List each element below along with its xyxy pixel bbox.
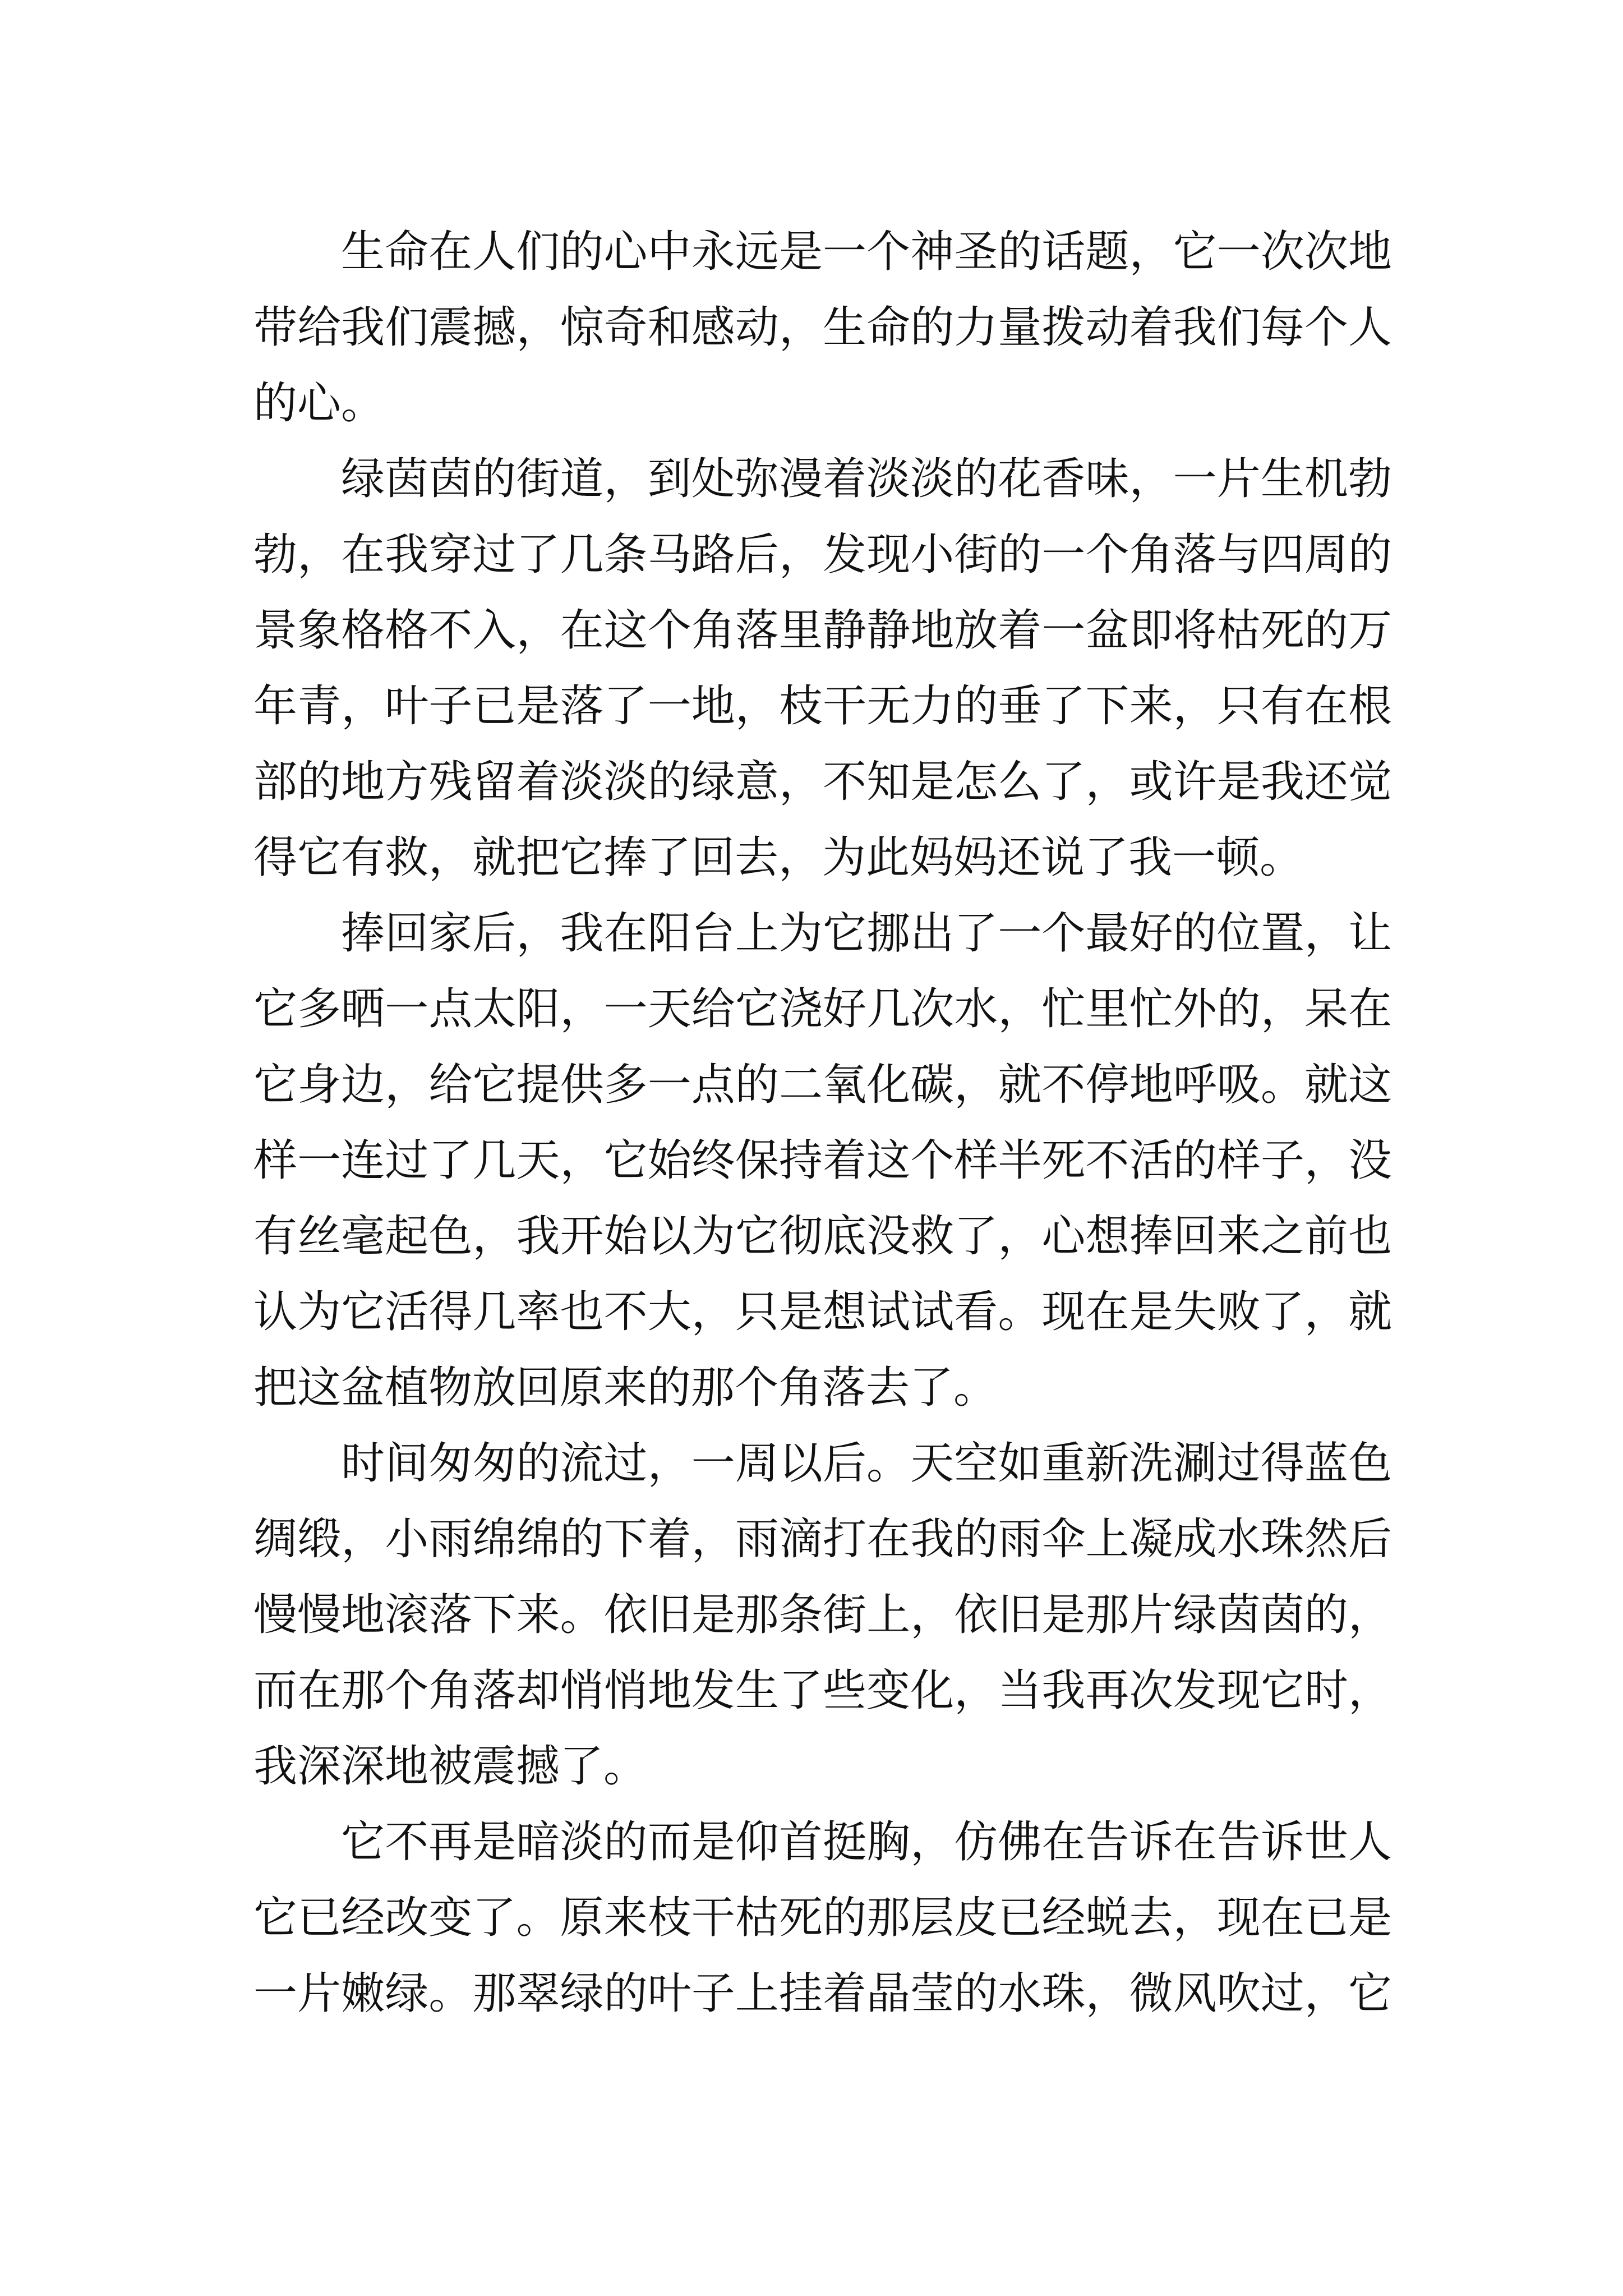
paragraph-4-line-1: 时间匆匆的流过，一周以后。天空如重新洗涮过得蓝色 — [341, 1438, 1392, 1489]
paragraph-4-line-3: 慢慢地滚落下来。依旧是那条街上，依旧是那片绿茵茵的， — [253, 1590, 1392, 1640]
paragraph-4-line-4: 而在那个角落却悄悄地发生了些变化，当我再次发现它时， — [253, 1665, 1392, 1716]
paragraph-3-line-6: 认为它活得几率也不大，只是想试试看。现在是失败了，就 — [253, 1287, 1392, 1337]
paragraph-3-line-2: 它多晒一点太阳，一天给它浇好几次水，忙里忙外的，呆在 — [253, 984, 1392, 1034]
paragraph-3-line-7: 把这盆植物放回原来的那个角落去了。 — [253, 1363, 998, 1413]
paragraph-1-line-2: 带给我们震撼，惊奇和感动，生命的力量拨动着我们每个人 — [253, 302, 1392, 353]
paragraph-2-line-3: 景象格格不入，在这个角落里静静地放着一盆即将枯死的万 — [253, 605, 1392, 656]
paragraph-5-line-3: 一片嫩绿。那翠绿的叶子上挂着晶莹的水珠，微风吹过，它 — [253, 1968, 1392, 2019]
document-body — [253, 214, 1392, 2032]
paragraph-2-line-6: 得它有救，就把它捧了回去，为此妈妈还说了我一顿。 — [253, 832, 1304, 883]
paragraph-3-line-1: 捧回家后，我在阳台上为它挪出了一个最好的位置，让 — [341, 908, 1392, 959]
paragraph-1-line-3: 的心。 — [253, 378, 385, 429]
paragraph-2-line-2: 勃，在我穿过了几条马路后，发现小街的一个角落与四周的 — [253, 530, 1392, 580]
paragraph-4-line-5: 我深深地被震撼了。 — [253, 1741, 648, 1792]
paragraph-4-line-2: 绸缎，小雨绵绵的下着，雨滴打在我的雨伞上凝成水珠然后 — [253, 1514, 1392, 1565]
paragraph-2-line-5: 部的地方残留着淡淡的绿意，不知是怎么了，或许是我还觉 — [253, 757, 1392, 807]
paragraph-3-line-5: 有丝毫起色，我开始以为它彻底没救了，心想捧回来之前也 — [253, 1211, 1392, 1262]
paragraph-2-line-4: 年青，叶子已是落了一地，枝干无力的垂了下来，只有在根 — [253, 681, 1392, 731]
paragraph-3-line-3: 它身边，给它提供多一点的二氧化碳，就不停地呼吸。就这 — [253, 1060, 1392, 1110]
paragraph-5-line-2: 它已经改变了。原来枝干枯死的那层皮已经蜕去，现在已是 — [253, 1893, 1392, 1943]
paragraph-5-line-1: 它不再是暗淡的而是仰首挺胸，仿佛在告诉在告诉世人 — [341, 1817, 1392, 1867]
paragraph-1-line-1: 生命在人们的心中永远是一个神圣的话题，它一次次地 — [341, 227, 1392, 277]
paragraph-3-line-4: 样一连过了几天，它始终保持着这个样半死不活的样子，没 — [253, 1135, 1392, 1186]
paragraph-2-line-1: 绿茵茵的街道，到处弥漫着淡淡的花香味，一片生机勃 — [341, 454, 1392, 504]
